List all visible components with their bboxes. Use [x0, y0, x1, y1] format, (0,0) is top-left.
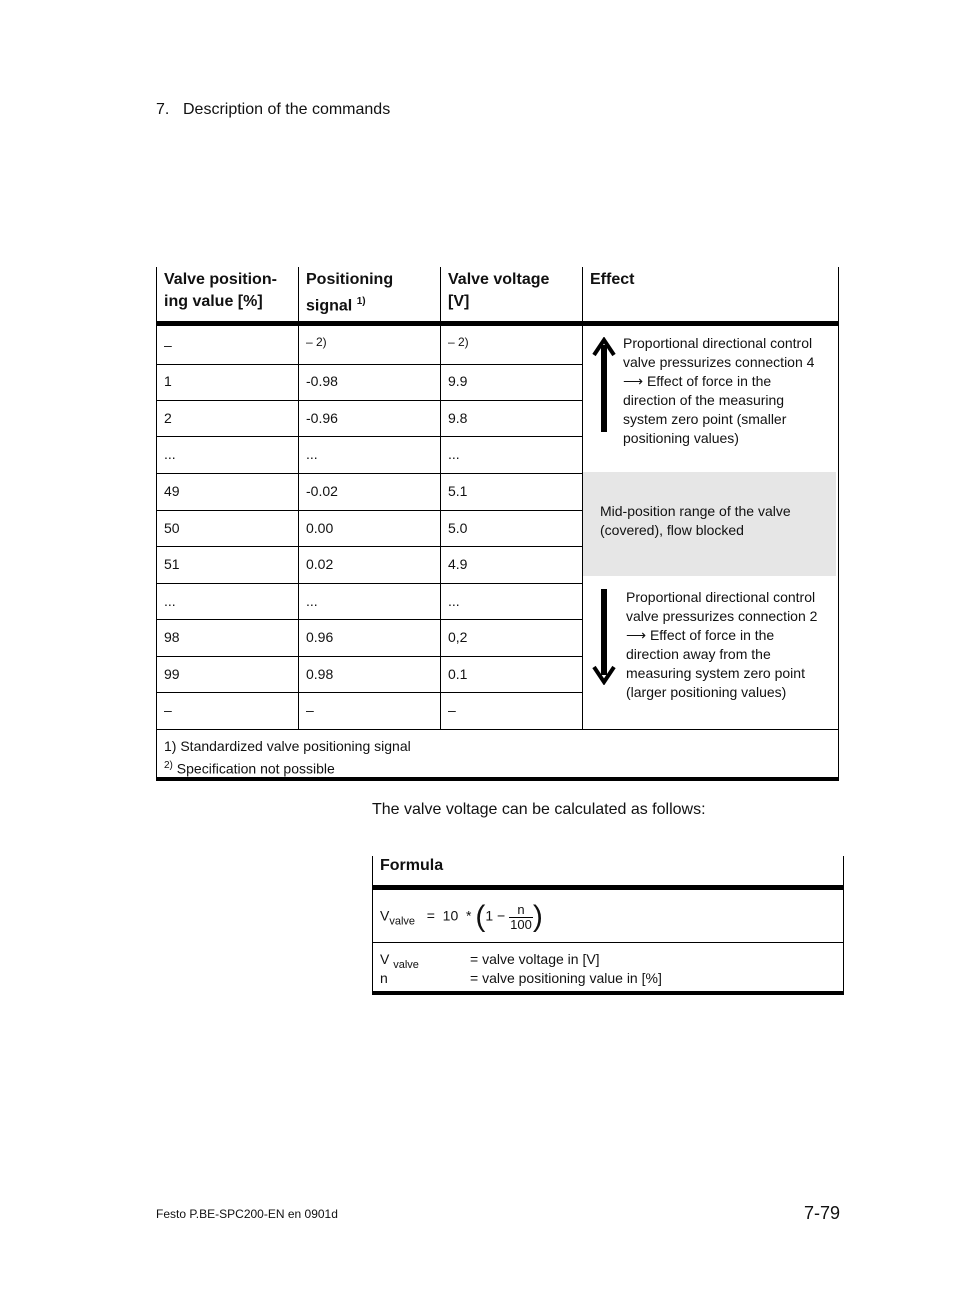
- table-cell: ...: [306, 446, 318, 462]
- chapter-title: Description of the commands: [183, 101, 391, 118]
- formula-expression: $V_{valve}$ = 10 * (1 − $\frac{n}{100}$ ): [380, 900, 543, 933]
- header-effect: Effect: [590, 271, 635, 288]
- table-cell: – 2): [448, 335, 469, 349]
- legend-symbol-n: n: [380, 970, 388, 986]
- table-cell: 0.02: [306, 556, 334, 572]
- header-positioning-signal: Positioning signal $^{1)}$: [306, 271, 394, 315]
- table-cell: –: [306, 702, 314, 718]
- legend-desc-v: = valve voltage in [V]: [470, 951, 600, 967]
- table-cell: -0.96: [306, 410, 338, 426]
- header-position-value: Valve position- ing value [%]: [164, 271, 277, 310]
- table-cell: 0,2: [448, 629, 468, 645]
- footnote-1: 1) Standardized valve positioning signal: [164, 738, 411, 754]
- table-cell: –: [164, 337, 172, 353]
- table-cell: 5.1: [448, 483, 468, 499]
- table-cell: 9.8: [448, 410, 468, 426]
- table-cell: ...: [448, 593, 460, 609]
- table-cell: 0.98: [306, 666, 334, 682]
- footnote-2: $^{2)}$ Specification not possible: [164, 760, 335, 777]
- table-cell: 98: [164, 629, 180, 645]
- table-cell: 51: [164, 556, 180, 572]
- table-cell: -0.98: [306, 373, 338, 389]
- arrow-down-icon: [591, 587, 617, 685]
- table-cell: 50: [164, 520, 180, 536]
- table-cell: ...: [164, 593, 176, 609]
- calc-sentence: The valve voltage can be calculated as follows:: [372, 801, 706, 818]
- effect-up-text: Proportional directional control valve pressurizes connection 4 ⟶ Effect of force in the direction of the measuring system zero point (smaller positioning values): [623, 335, 815, 446]
- table-cell: – 2): [306, 335, 327, 349]
- legend-desc-n: = valve positioning value in [%]: [470, 970, 662, 986]
- page-number: 7-79: [803, 1203, 840, 1223]
- table-cell: 0.00: [306, 520, 334, 536]
- table-cell: –: [448, 702, 456, 718]
- table-cell: 0.96: [306, 629, 334, 645]
- table-cell: 9.9: [448, 373, 468, 389]
- footer-document-id: Festo P.BE-SPC200-EN en 0901d: [156, 1207, 338, 1221]
- effect-down-text: Proportional directional control valve pressurizes connection 2 ⟶ Effect of force in the direction away from the measuring system zero point (larger positioning values): [626, 589, 818, 700]
- legend-symbol-v: V $_{valve}$: [380, 951, 419, 971]
- table-cell: –: [164, 702, 172, 718]
- table-cell: 4.9: [448, 556, 468, 572]
- table-cell: ...: [306, 593, 318, 609]
- table-cell: 1: [164, 373, 172, 389]
- chapter-number: 7.: [156, 101, 170, 118]
- table-cell: 99: [164, 666, 180, 682]
- valve-table: [156, 267, 839, 781]
- table-cell: 49: [164, 483, 180, 499]
- table-cell: 5.0: [448, 520, 468, 536]
- arrow-up-icon: [591, 337, 617, 435]
- table-cell: ...: [448, 446, 460, 462]
- table-cell: 2: [164, 410, 172, 426]
- effect-mid-text: Mid-position range of the valve (covered), flow blocked: [600, 503, 791, 538]
- formula-header: Formula: [380, 857, 444, 874]
- table-cell: -0.02: [306, 483, 338, 499]
- chapter-heading: [156, 101, 390, 119]
- formula-table: [372, 856, 844, 995]
- header-valve-voltage: Valve voltage [V]: [448, 271, 550, 310]
- table-cell: 0.1: [448, 666, 468, 682]
- table-cell: ...: [164, 446, 176, 462]
